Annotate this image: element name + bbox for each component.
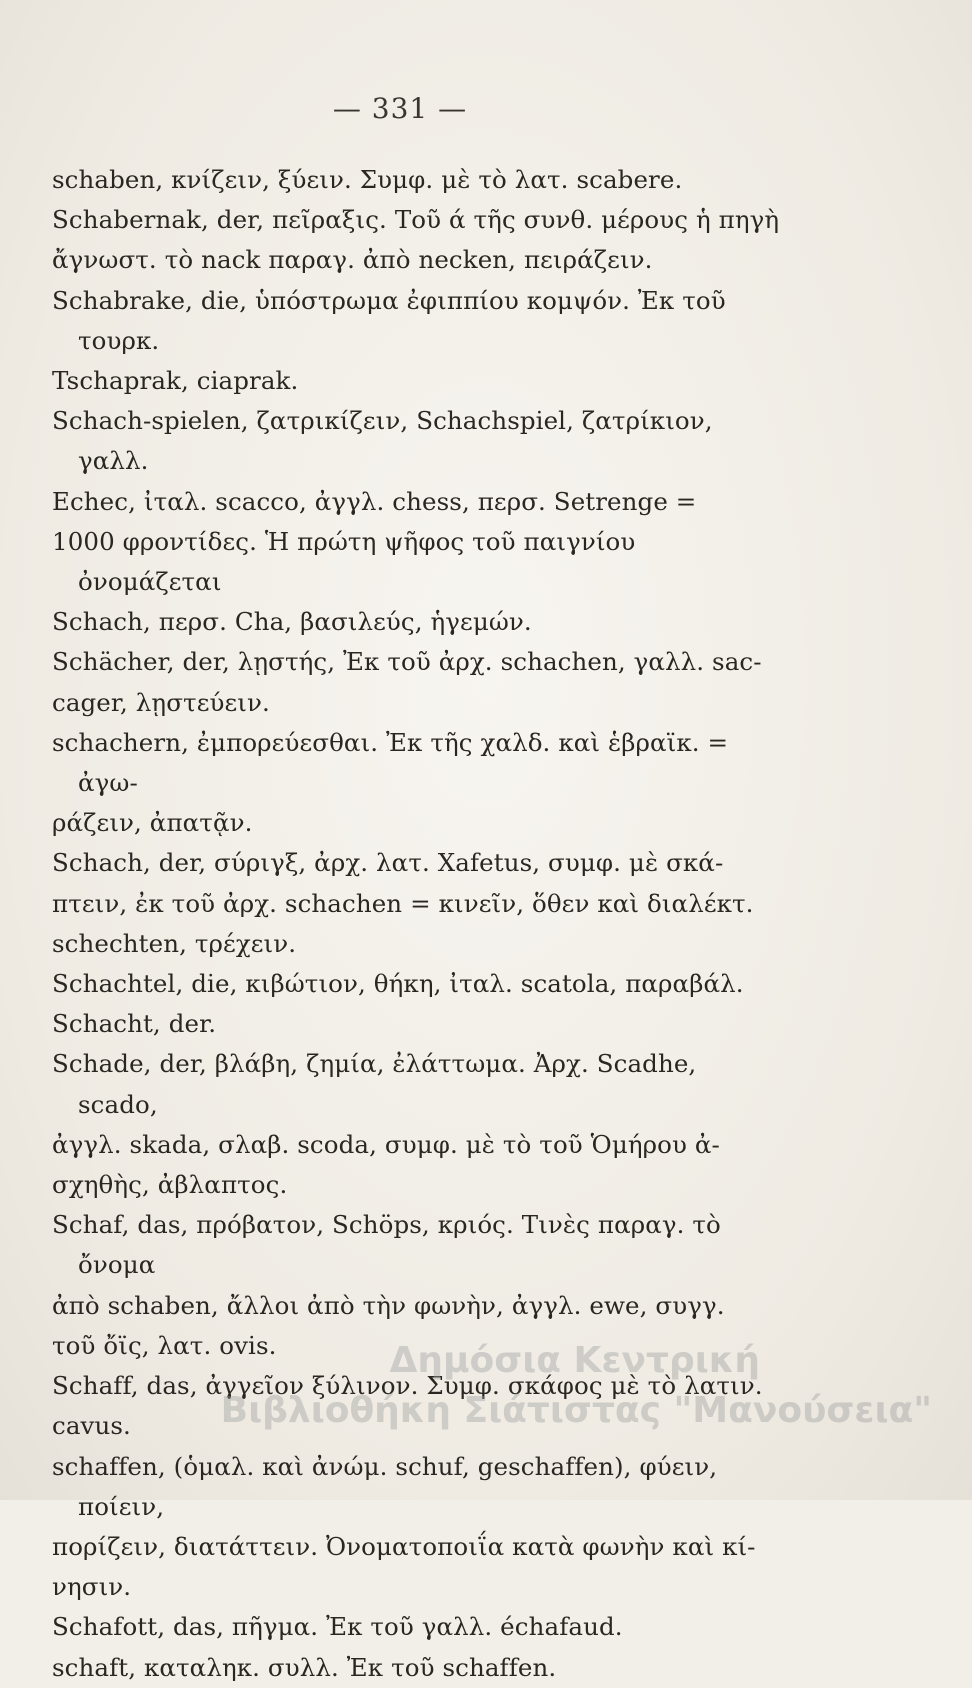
entry-line: cavus. xyxy=(52,1411,131,1441)
entry-line: σχηθὴς, ἀβλαπτος. xyxy=(52,1170,288,1200)
entry-line: Schaf, das, πρόβατον, Schöps, κριός. Τινὲς παραγ. τὸ ὄνομα xyxy=(52,1210,721,1280)
library-watermark-line-2 xyxy=(0,1390,972,1431)
entry-line: Schade, der, βλάβη, ζημία, ἐλάττωμα. Ἀρχ. Scadhe, scado, xyxy=(52,1049,697,1119)
dictionary-entry xyxy=(52,281,782,402)
dictionary-entry xyxy=(52,1447,782,1608)
entry-line: Schach-spielen, ζατρικίζειν, Schachspiel, ζατρίκιον, γαλλ. xyxy=(52,406,713,476)
entry-line: Schachtel, die, κιβώτιον, θήκη, ἰταλ. scatola, παραβάλ. xyxy=(52,969,744,999)
entry-line: Schach, περσ. Cha, βασιλεύς, ἡγεμών. xyxy=(52,607,532,637)
dictionary-entry xyxy=(52,160,782,200)
entry-line: τοῦ ὄϊς, λατ. ovis. xyxy=(52,1330,277,1360)
entry-line: Schacht, der. xyxy=(52,1009,217,1039)
entry-line: πτειν, ἐκ τοῦ ἀρχ. schachen = κινεῖν, ὅθεν καὶ διαλέκτ. xyxy=(52,888,754,918)
dictionary-entry xyxy=(52,1648,782,1688)
entry-line: ἀγγλ. skada, σλαβ. scoda, συμφ. μὲ τὸ τοῦ Ὁμήρου ἀ- xyxy=(52,1129,720,1159)
dictionary-entry xyxy=(52,843,782,964)
entry-line: ἄγνωστ. τὸ nack παραγ. ἀπὸ necken, πειράζειν. xyxy=(52,245,653,275)
entry-line: Schach, der, σύριγξ, ἀρχ. λατ. Xafetus, συμφ. μὲ σκά- xyxy=(52,848,724,878)
watermark-text: Δημόσια Κεντρική xyxy=(389,1340,760,1381)
dictionary-entry xyxy=(52,401,782,642)
dictionary-entry xyxy=(52,964,782,1044)
entry-line: Schaff, das, ἀγγεῖον ξύλινον. Συμφ. σκάφος μὲ τὸ λατιν. xyxy=(52,1371,763,1401)
entry-line: νησιν. xyxy=(52,1572,132,1602)
entry-line: cager, λῃστεύειν. xyxy=(52,687,270,717)
entry-line: ἀπὸ schaben, ἄλλοι ἀπὸ τὴν φωνὴν, ἀγγλ. ewe, συγγ. xyxy=(52,1290,725,1320)
entry-line: Schabernak, der, πεῖραξις. Τοῦ ά τῆς συνθ. μέρους ἡ πηγὴ xyxy=(52,205,780,235)
entry-line: schachern, ἐμπορεύεσθαι. Ἐκ τῆς χαλδ. καὶ ἑβραϊκ. = ἀγω- xyxy=(52,727,729,798)
entry-line: schaben, κνίζειν, ξύειν. Συμφ. μὲ τὸ λατ. scabere. xyxy=(52,165,683,194)
entry-line: schaft, καταληκ. συλλ. Ἐκ τοῦ schaffen. xyxy=(52,1652,557,1682)
page-number: — 331 — xyxy=(332,92,468,125)
dictionary-entry xyxy=(52,642,782,722)
dictionary-entry xyxy=(52,723,782,844)
entry-line: ράζειν, ἀπατᾷν. xyxy=(52,808,253,838)
entry-line: schechten, τρέχειν. xyxy=(52,928,297,958)
entry-line: schaffen, (ὁμαλ. καὶ ἀνώμ. schuf, geschaffen), φύειν, ποίειν, xyxy=(52,1451,718,1521)
library-watermark-line-1 xyxy=(0,1340,972,1381)
entry-line: Tschaprak, ciaprak. xyxy=(52,366,299,396)
entry-line: Schächer, der, λῃστής, Ἐκ τοῦ ἀρχ. schachen, γαλλ. sac- xyxy=(52,647,762,677)
watermark-text: Βιβλιοθήκη Σιάτιστας "Μανούσεια" xyxy=(220,1390,932,1431)
dictionary-entry xyxy=(52,1044,782,1205)
entry-line: 1000 φροντίδες. Ἡ πρώτη ψῆφος τοῦ παιγνίου ὀνομάζεται xyxy=(52,526,636,597)
entry-line: Schafott, das, πῆγμα. Ἐκ τοῦ γαλλ. échafaud. xyxy=(52,1612,623,1642)
dictionary-entry xyxy=(52,1607,782,1647)
entry-line: πορίζειν, διατάττειν. Ὀνοματοποιΐα κατὰ φωνὴν καὶ κί- xyxy=(52,1531,756,1561)
entry-line: Echec, ἰταλ. scacco, ἀγγλ. chess, περσ. Setrenge = xyxy=(52,486,697,516)
dictionary-entry xyxy=(52,200,782,280)
entry-line: Schabrake, die, ὑπόστρωμα ἐφιππίου κομψόν. Ἐκ τοῦ τουρκ. xyxy=(52,285,726,355)
dictionary-entries xyxy=(52,160,782,1688)
